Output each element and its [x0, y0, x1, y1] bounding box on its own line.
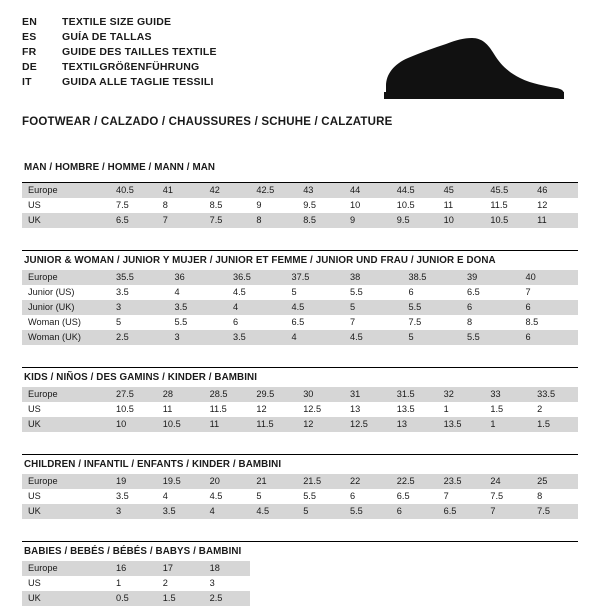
cell: 6.5 — [461, 285, 520, 300]
cell: 7.5 — [204, 213, 251, 228]
size-block-kids — [22, 367, 578, 432]
cell: 25 — [531, 474, 578, 489]
cell: 38 — [344, 270, 403, 285]
cell: 8 — [461, 315, 520, 330]
size-table-children — [22, 474, 578, 519]
language-row-es — [22, 31, 217, 46]
language-list-body — [22, 16, 217, 91]
cell: 23.5 — [438, 474, 485, 489]
cell: 5.5 — [344, 285, 403, 300]
cell: 24 — [484, 474, 531, 489]
page-title: FOOTWEAR / CALZADO / CHAUSSURES / SCHUHE / CALZATURE — [22, 116, 393, 128]
cell: 6.5 — [286, 315, 345, 330]
row-label: Europe — [22, 183, 110, 198]
row-label: US — [22, 402, 110, 417]
language-code-de: DE — [22, 61, 37, 73]
cell: 21 — [250, 474, 297, 489]
cell: 4 — [157, 489, 204, 504]
size-block-title-junior-woman: JUNIOR & WOMAN / JUNIOR Y MUJER / JUNIOR ET FEMME / JUNIOR UND FRAU / JUNIOR E DONA — [24, 255, 496, 266]
cell: 32 — [438, 387, 485, 402]
language-list — [22, 16, 217, 91]
language-text-en: TEXTILE SIZE GUIDE — [62, 16, 172, 28]
cell: 4.5 — [250, 504, 297, 519]
table-row — [22, 387, 578, 402]
cell: 8 — [531, 489, 578, 504]
cell: 1 — [484, 417, 531, 432]
cell: 12 — [250, 402, 297, 417]
cell-empty — [484, 561, 531, 576]
cell: 22 — [344, 474, 391, 489]
divider-babies — [22, 541, 578, 542]
language-text-es: GUÍA DE TALLAS — [62, 31, 152, 43]
size-block-title-man: MAN / HOMBRE / HOMME / MANN / MAN — [24, 162, 216, 173]
cell: 5.5 — [169, 315, 228, 330]
cell: 13.5 — [438, 417, 485, 432]
cell: 11.5 — [204, 402, 251, 417]
cell: 2.5 — [110, 330, 169, 345]
cell: 5 — [344, 300, 403, 315]
row-label: UK — [22, 417, 110, 432]
cell: 5.5 — [403, 300, 462, 315]
language-code-fr: FR — [22, 46, 37, 58]
cell: 3.5 — [110, 489, 157, 504]
cell: 3 — [169, 330, 228, 345]
size-table-man — [22, 183, 578, 228]
cell: 42 — [204, 183, 251, 198]
cell: 20 — [204, 474, 251, 489]
cell: 42.5 — [250, 183, 297, 198]
cell-empty — [250, 576, 297, 591]
cell-empty — [438, 576, 485, 591]
cell: 8.5 — [297, 213, 344, 228]
cell: 3.5 — [157, 504, 204, 519]
language-text-it: GUIDA ALLE TAGLIE TESSILI — [62, 76, 214, 88]
language-row-fr — [22, 46, 217, 61]
cell: 8 — [157, 198, 204, 213]
row-label: Woman (US) — [22, 315, 110, 330]
cell: 40 — [520, 270, 579, 285]
language-row-en — [22, 16, 217, 31]
cell-empty — [391, 576, 438, 591]
cell: 13.5 — [391, 402, 438, 417]
cell: 8.5 — [520, 315, 579, 330]
header — [22, 16, 578, 108]
table-row — [22, 198, 578, 213]
cell-empty — [438, 591, 485, 606]
cell: 30 — [297, 387, 344, 402]
row-label: UK — [22, 504, 110, 519]
cell: 28 — [157, 387, 204, 402]
cell: 31 — [344, 387, 391, 402]
cell: 9 — [344, 213, 391, 228]
cell: 3.5 — [110, 285, 169, 300]
cell: 1 — [110, 576, 157, 591]
cell: 6.5 — [391, 489, 438, 504]
row-label: Europe — [22, 561, 110, 576]
cell: 37.5 — [286, 270, 345, 285]
size-block-man — [22, 162, 578, 228]
divider-junior-woman — [22, 250, 578, 251]
cell: 10.5 — [391, 198, 438, 213]
cell: 7 — [520, 285, 579, 300]
cell-empty — [438, 561, 485, 576]
cell: 10.5 — [484, 213, 531, 228]
cell: 2.5 — [204, 591, 251, 606]
row-label: Europe — [22, 387, 110, 402]
language-code-en: EN — [22, 16, 37, 28]
cell: 9.5 — [297, 198, 344, 213]
cell: 3.5 — [227, 330, 286, 345]
cell-empty — [344, 561, 391, 576]
cell: 46 — [531, 183, 578, 198]
cell: 44.5 — [391, 183, 438, 198]
cell: 9 — [250, 198, 297, 213]
cell: 13 — [344, 402, 391, 417]
language-code-es: ES — [22, 31, 37, 43]
cell: 12.5 — [344, 417, 391, 432]
cell: 6.5 — [110, 213, 157, 228]
cell: 7.5 — [403, 315, 462, 330]
table-row — [22, 183, 578, 198]
table-row — [22, 576, 578, 591]
cell: 10 — [344, 198, 391, 213]
cell: 0.5 — [110, 591, 157, 606]
row-label: US — [22, 198, 110, 213]
cell: 11.5 — [250, 417, 297, 432]
cell: 31.5 — [391, 387, 438, 402]
cell: 6 — [461, 300, 520, 315]
size-block-babies — [22, 541, 578, 606]
table-row — [22, 213, 578, 228]
cell: 9.5 — [391, 213, 438, 228]
cell-empty — [297, 561, 344, 576]
cell-empty — [250, 561, 297, 576]
divider-children — [22, 454, 578, 455]
language-row-de — [22, 61, 217, 76]
cell-empty — [531, 591, 578, 606]
table-row — [22, 270, 578, 285]
divider-kids — [22, 367, 578, 368]
cell: 12.5 — [297, 402, 344, 417]
cell: 43 — [297, 183, 344, 198]
row-label: Woman (UK) — [22, 330, 110, 345]
cell: 10 — [110, 417, 157, 432]
cell: 2 — [157, 576, 204, 591]
row-label: UK — [22, 591, 110, 606]
cell: 19 — [110, 474, 157, 489]
cell: 1.5 — [531, 417, 578, 432]
cell: 16 — [110, 561, 157, 576]
size-block-title-children: CHILDREN / INFANTIL / ENFANTS / KINDER / BAMBINI — [24, 459, 282, 470]
table-row — [22, 489, 578, 504]
cell: 8.5 — [204, 198, 251, 213]
cell: 5 — [403, 330, 462, 345]
cell: 11 — [438, 198, 485, 213]
cell: 6 — [391, 504, 438, 519]
cell: 5.5 — [297, 489, 344, 504]
size-block-junior-woman — [22, 250, 578, 345]
cell: 7.5 — [484, 489, 531, 504]
cell: 44 — [344, 183, 391, 198]
cell: 4.5 — [227, 285, 286, 300]
cell: 10.5 — [110, 402, 157, 417]
table-row — [22, 561, 578, 576]
table-row — [22, 402, 578, 417]
cell: 29.5 — [250, 387, 297, 402]
cell: 11.5 — [484, 198, 531, 213]
cell-empty — [531, 561, 578, 576]
cell: 39 — [461, 270, 520, 285]
cell: 1.5 — [157, 591, 204, 606]
table-row — [22, 315, 578, 330]
cell-empty — [297, 591, 344, 606]
cell: 41 — [157, 183, 204, 198]
cell: 17 — [157, 561, 204, 576]
cell: 1.5 — [484, 402, 531, 417]
cell: 7 — [484, 504, 531, 519]
cell: 4.5 — [344, 330, 403, 345]
row-label: US — [22, 489, 110, 504]
table-row — [22, 474, 578, 489]
cell: 18 — [204, 561, 251, 576]
cell: 7.5 — [110, 198, 157, 213]
language-text-de: TEXTILGRÖßENFÜHRUNG — [62, 61, 200, 73]
cell: 22.5 — [391, 474, 438, 489]
cell: 27.5 — [110, 387, 157, 402]
table-row — [22, 300, 578, 315]
cell: 4 — [286, 330, 345, 345]
cell: 13 — [391, 417, 438, 432]
cell: 7 — [344, 315, 403, 330]
cell: 6 — [227, 315, 286, 330]
cell: 3 — [110, 300, 169, 315]
row-label: US — [22, 576, 110, 591]
cell-empty — [391, 561, 438, 576]
table-row — [22, 504, 578, 519]
cell: 19.5 — [157, 474, 204, 489]
cell: 36 — [169, 270, 228, 285]
cell: 12 — [531, 198, 578, 213]
cell: 45 — [438, 183, 485, 198]
cell: 5.5 — [344, 504, 391, 519]
cell: 7 — [438, 489, 485, 504]
size-table-babies — [22, 561, 578, 606]
cell: 33.5 — [531, 387, 578, 402]
cell: 40.5 — [110, 183, 157, 198]
cell: 45.5 — [484, 183, 531, 198]
cell: 6 — [403, 285, 462, 300]
cell: 4.5 — [286, 300, 345, 315]
cell: 1 — [438, 402, 485, 417]
row-label: Junior (UK) — [22, 300, 110, 315]
cell: 28.5 — [204, 387, 251, 402]
size-block-title-babies: BABIES / BEBÉS / BÉBÉS / BABYS / BAMBINI — [24, 546, 242, 557]
row-label: UK — [22, 213, 110, 228]
cell: 7 — [157, 213, 204, 228]
table-row — [22, 591, 578, 606]
cell: 35.5 — [110, 270, 169, 285]
cell: 3.5 — [169, 300, 228, 315]
cell: 11 — [204, 417, 251, 432]
cell: 8 — [250, 213, 297, 228]
size-table-kids — [22, 387, 578, 432]
cell: 6 — [520, 330, 579, 345]
size-block-children — [22, 454, 578, 519]
cell: 11 — [531, 213, 578, 228]
cell: 21.5 — [297, 474, 344, 489]
table-row — [22, 285, 578, 300]
cell: 3 — [204, 576, 251, 591]
cell-empty — [250, 591, 297, 606]
language-row-it — [22, 76, 217, 91]
cell: 7.5 — [531, 504, 578, 519]
cell: 4 — [227, 300, 286, 315]
row-label: Europe — [22, 270, 110, 285]
cell: 5.5 — [461, 330, 520, 345]
table-row — [22, 417, 578, 432]
language-code-it: IT — [22, 76, 32, 88]
cell: 4 — [169, 285, 228, 300]
cell-empty — [297, 576, 344, 591]
cell: 36.5 — [227, 270, 286, 285]
cell: 10 — [438, 213, 485, 228]
row-label: Europe — [22, 474, 110, 489]
cell: 6 — [520, 300, 579, 315]
cell: 3 — [110, 504, 157, 519]
cell-empty — [484, 591, 531, 606]
cell: 5 — [250, 489, 297, 504]
cell: 38.5 — [403, 270, 462, 285]
cell: 5 — [110, 315, 169, 330]
cell: 10.5 — [157, 417, 204, 432]
size-table-junior-woman — [22, 270, 578, 345]
cell: 6.5 — [438, 504, 485, 519]
cell-empty — [391, 591, 438, 606]
cell: 12 — [297, 417, 344, 432]
table-row — [22, 330, 578, 345]
cell: 4.5 — [204, 489, 251, 504]
language-text-fr: GUIDE DES TAILLES TEXTILE — [62, 46, 217, 58]
cell: 5 — [286, 285, 345, 300]
cell: 11 — [157, 402, 204, 417]
cell-empty — [344, 576, 391, 591]
cell: 2 — [531, 402, 578, 417]
size-block-title-kids: KIDS / NIÑOS / DES GAMINS / KINDER / BAMBINI — [24, 372, 258, 383]
cell: 6 — [344, 489, 391, 504]
cell-empty — [484, 576, 531, 591]
cell-empty — [531, 576, 578, 591]
cell: 5 — [297, 504, 344, 519]
cell: 33 — [484, 387, 531, 402]
cell: 4 — [204, 504, 251, 519]
cell-empty — [344, 591, 391, 606]
row-label: Junior (US) — [22, 285, 110, 300]
dress-shoe-icon — [378, 30, 568, 106]
